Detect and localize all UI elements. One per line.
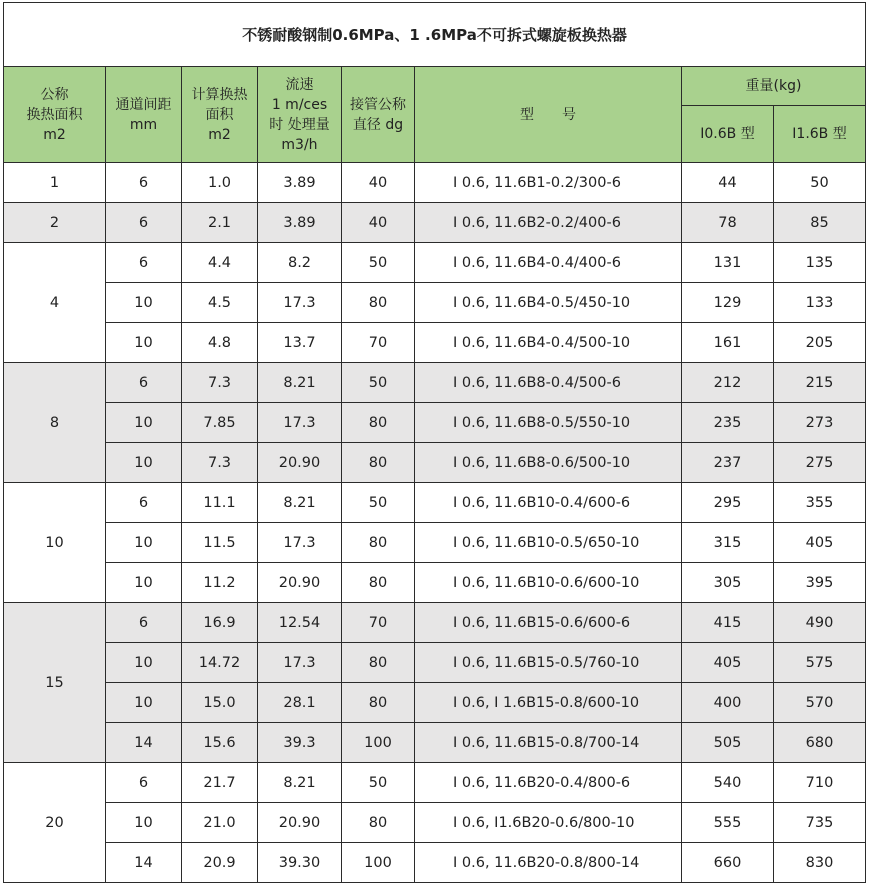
- cell-weight-b: 490: [774, 603, 866, 643]
- cell-model: I 0.6, 11.6B4-0.4/400-6: [415, 243, 682, 283]
- cell-pipe: 50: [342, 763, 415, 803]
- cell-calc-area: 7.3: [182, 363, 258, 403]
- cell-weight-b: 405: [774, 523, 866, 563]
- cell-pipe: 80: [342, 523, 415, 563]
- cell-gap: 10: [106, 323, 182, 363]
- cell-weight-a: 405: [682, 643, 774, 683]
- header-weight-b: I1.6B 型: [774, 106, 866, 163]
- cell-weight-b: 50: [774, 163, 866, 203]
- cell-gap: 10: [106, 803, 182, 843]
- cell-gap: 10: [106, 523, 182, 563]
- cell-flow: 17.3: [258, 523, 342, 563]
- cell-weight-a: 131: [682, 243, 774, 283]
- cell-gap: 10: [106, 643, 182, 683]
- cell-calc-area: 20.9: [182, 843, 258, 883]
- table-row: [4, 603, 866, 643]
- cell-flow: 20.90: [258, 443, 342, 483]
- cell-pipe: 80: [342, 563, 415, 603]
- cell-gap: 6: [106, 363, 182, 403]
- cell-weight-b: 395: [774, 563, 866, 603]
- cell-flow: 17.3: [258, 403, 342, 443]
- header-gap: [106, 67, 182, 163]
- cell-gap: 10: [106, 283, 182, 323]
- spec-table: [3, 2, 866, 883]
- cell-model: I 0.6, I1.6B20-0.6/800-10: [415, 803, 682, 843]
- cell-gap: 6: [106, 603, 182, 643]
- header-weight-a: I0.6B 型: [682, 106, 774, 163]
- table-row: [4, 683, 866, 723]
- header-flow-line2: 1 m/ces: [271, 96, 328, 113]
- cell-gap: 10: [106, 563, 182, 603]
- cell-weight-b: 85: [774, 203, 866, 243]
- cell-weight-b: 273: [774, 403, 866, 443]
- cell-calc-area: 21.0: [182, 803, 258, 843]
- cell-weight-a: 315: [682, 523, 774, 563]
- cell-model: I 0.6, 11.6B8-0.4/500-6: [415, 363, 682, 403]
- cell-gap: 14: [106, 843, 182, 883]
- header-area-line2: 换热面积: [26, 106, 83, 123]
- cell-calc-area: 14.72: [182, 643, 258, 683]
- cell-calc-area: 2.1: [182, 203, 258, 243]
- cell-gap: 6: [106, 763, 182, 803]
- table-row: [4, 163, 866, 203]
- cell-weight-a: 237: [682, 443, 774, 483]
- cell-weight-a: 295: [682, 483, 774, 523]
- cell-area: 4: [4, 243, 106, 363]
- cell-gap: 10: [106, 683, 182, 723]
- cell-gap: 14: [106, 723, 182, 763]
- cell-model: I 0.6, 11.6B1-0.2/300-6: [415, 163, 682, 203]
- cell-model: I 0.6, 11.6B4-0.5/450-10: [415, 283, 682, 323]
- cell-weight-a: 78: [682, 203, 774, 243]
- cell-model: I 0.6, 11.6B2-0.2/400-6: [415, 203, 682, 243]
- cell-weight-a: 305: [682, 563, 774, 603]
- header-pipe-line2: 直径 dg: [352, 116, 404, 133]
- cell-weight-b: 830: [774, 843, 866, 883]
- cell-model: I 0.6, 11.6B8-0.6/500-10: [415, 443, 682, 483]
- cell-gap: 6: [106, 163, 182, 203]
- cell-calc-area: 15.0: [182, 683, 258, 723]
- cell-weight-a: 505: [682, 723, 774, 763]
- table-title: 不锈耐酸钢制0.6MPa、1 .6MPa不可拆式螺旋板换热器: [4, 3, 866, 67]
- cell-calc-area: 4.8: [182, 323, 258, 363]
- table-row: [4, 803, 866, 843]
- header-model: 型 号: [415, 67, 682, 163]
- cell-weight-b: 205: [774, 323, 866, 363]
- cell-pipe: 70: [342, 323, 415, 363]
- cell-flow: 20.90: [258, 563, 342, 603]
- cell-weight-b: 735: [774, 803, 866, 843]
- cell-weight-b: 275: [774, 443, 866, 483]
- cell-model: I 0.6, 11.6B15-0.5/760-10: [415, 643, 682, 683]
- cell-model: I 0.6, 11.6B20-0.8/800-14: [415, 843, 682, 883]
- cell-flow: 39.3: [258, 723, 342, 763]
- cell-area: 20: [4, 763, 106, 883]
- cell-weight-b: 135: [774, 243, 866, 283]
- cell-weight-a: 540: [682, 763, 774, 803]
- cell-pipe: 100: [342, 723, 415, 763]
- cell-gap: 6: [106, 243, 182, 283]
- cell-calc-area: 21.7: [182, 763, 258, 803]
- cell-area: 1: [4, 163, 106, 203]
- cell-flow: 8.2: [258, 243, 342, 283]
- header-calc-line3: m2: [208, 126, 231, 143]
- cell-model: I 0.6, 11.6B15-0.6/600-6: [415, 603, 682, 643]
- spec-table-container: [3, 2, 865, 883]
- cell-pipe: 50: [342, 243, 415, 283]
- cell-gap: 6: [106, 483, 182, 523]
- cell-weight-b: 575: [774, 643, 866, 683]
- cell-flow: 20.90: [258, 803, 342, 843]
- cell-pipe: 80: [342, 683, 415, 723]
- cell-calc-area: 16.9: [182, 603, 258, 643]
- cell-model: I 0.6, 11.6B10-0.6/600-10: [415, 563, 682, 603]
- cell-gap: 10: [106, 443, 182, 483]
- table-row: [4, 443, 866, 483]
- cell-gap: 10: [106, 403, 182, 443]
- cell-model: I 0.6, 11.6B10-0.5/650-10: [415, 523, 682, 563]
- cell-pipe: 50: [342, 483, 415, 523]
- cell-pipe: 100: [342, 843, 415, 883]
- header-area: [4, 67, 106, 163]
- cell-calc-area: 11.5: [182, 523, 258, 563]
- cell-calc-area: 7.3: [182, 443, 258, 483]
- cell-weight-b: 710: [774, 763, 866, 803]
- cell-area: 2: [4, 203, 106, 243]
- header-flow-line1: 流速: [285, 76, 314, 93]
- header-calc-line2: 面积: [205, 106, 234, 123]
- cell-weight-a: 415: [682, 603, 774, 643]
- cell-calc-area: 1.0: [182, 163, 258, 203]
- cell-pipe: 80: [342, 643, 415, 683]
- cell-gap: 6: [106, 203, 182, 243]
- cell-pipe: 80: [342, 803, 415, 843]
- header-gap-line2: mm: [129, 116, 158, 133]
- cell-weight-a: 400: [682, 683, 774, 723]
- cell-weight-b: 215: [774, 363, 866, 403]
- table-body: [4, 163, 866, 883]
- cell-weight-a: 212: [682, 363, 774, 403]
- cell-flow: 8.21: [258, 363, 342, 403]
- cell-weight-a: 129: [682, 283, 774, 323]
- cell-flow: 3.89: [258, 203, 342, 243]
- header-area-line3: m2: [43, 126, 66, 143]
- cell-weight-a: 235: [682, 403, 774, 443]
- table-row: [4, 203, 866, 243]
- header-weight: 重量(kg): [682, 67, 866, 106]
- cell-flow: 3.89: [258, 163, 342, 203]
- cell-weight-a: 660: [682, 843, 774, 883]
- table-row: [4, 403, 866, 443]
- cell-area: 8: [4, 363, 106, 483]
- header-calc-area: [182, 67, 258, 163]
- cell-model: I 0.6, 11.6B8-0.5/550-10: [415, 403, 682, 443]
- cell-flow: 17.3: [258, 283, 342, 323]
- cell-flow: 13.7: [258, 323, 342, 363]
- cell-pipe: 50: [342, 363, 415, 403]
- cell-flow: 12.54: [258, 603, 342, 643]
- cell-weight-b: 355: [774, 483, 866, 523]
- table-row: [4, 363, 866, 403]
- cell-flow: 8.21: [258, 763, 342, 803]
- table-row: [4, 763, 866, 803]
- cell-flow: 39.30: [258, 843, 342, 883]
- header-flow-line4: m3/h: [281, 136, 318, 153]
- cell-weight-b: 570: [774, 683, 866, 723]
- cell-pipe: 80: [342, 443, 415, 483]
- header-pipe-line1: 接管公称: [350, 96, 406, 113]
- header-flow: [258, 67, 342, 163]
- cell-pipe: 70: [342, 603, 415, 643]
- table-row: [4, 523, 866, 563]
- cell-area: 15: [4, 603, 106, 763]
- table-row: [4, 643, 866, 683]
- cell-area: 10: [4, 483, 106, 603]
- cell-model: I 0.6, 11.6B20-0.4/800-6: [415, 763, 682, 803]
- cell-model: I 0.6, 11.6B15-0.8/700-14: [415, 723, 682, 763]
- cell-calc-area: 11.1: [182, 483, 258, 523]
- cell-model: I 0.6, I 1.6B15-0.8/600-10: [415, 683, 682, 723]
- header-calc-line1: 计算换热: [191, 86, 248, 103]
- header-gap-line1: 通道间距: [115, 96, 172, 113]
- header-area-line1: 公称: [40, 86, 69, 103]
- cell-model: I 0.6, 11.6B10-0.4/600-6: [415, 483, 682, 523]
- cell-calc-area: 7.85: [182, 403, 258, 443]
- cell-calc-area: 4.5: [182, 283, 258, 323]
- cell-weight-a: 555: [682, 803, 774, 843]
- cell-pipe: 40: [342, 203, 415, 243]
- cell-weight-b: 680: [774, 723, 866, 763]
- table-row: [4, 563, 866, 603]
- cell-calc-area: 11.2: [182, 563, 258, 603]
- table-row: [4, 483, 866, 523]
- cell-weight-a: 161: [682, 323, 774, 363]
- header-flow-line3: 时 处理量: [269, 116, 330, 133]
- cell-calc-area: 4.4: [182, 243, 258, 283]
- cell-weight-a: 44: [682, 163, 774, 203]
- cell-flow: 8.21: [258, 483, 342, 523]
- table-row: [4, 723, 866, 763]
- cell-pipe: 40: [342, 163, 415, 203]
- cell-pipe: 80: [342, 403, 415, 443]
- table-row: [4, 243, 866, 283]
- table-row: [4, 843, 866, 883]
- header-pipe: [342, 67, 415, 163]
- cell-model: I 0.6, 11.6B4-0.4/500-10: [415, 323, 682, 363]
- cell-pipe: 80: [342, 283, 415, 323]
- table-row: [4, 283, 866, 323]
- cell-weight-b: 133: [774, 283, 866, 323]
- cell-calc-area: 15.6: [182, 723, 258, 763]
- cell-flow: 28.1: [258, 683, 342, 723]
- table-row: [4, 323, 866, 363]
- cell-flow: 17.3: [258, 643, 342, 683]
